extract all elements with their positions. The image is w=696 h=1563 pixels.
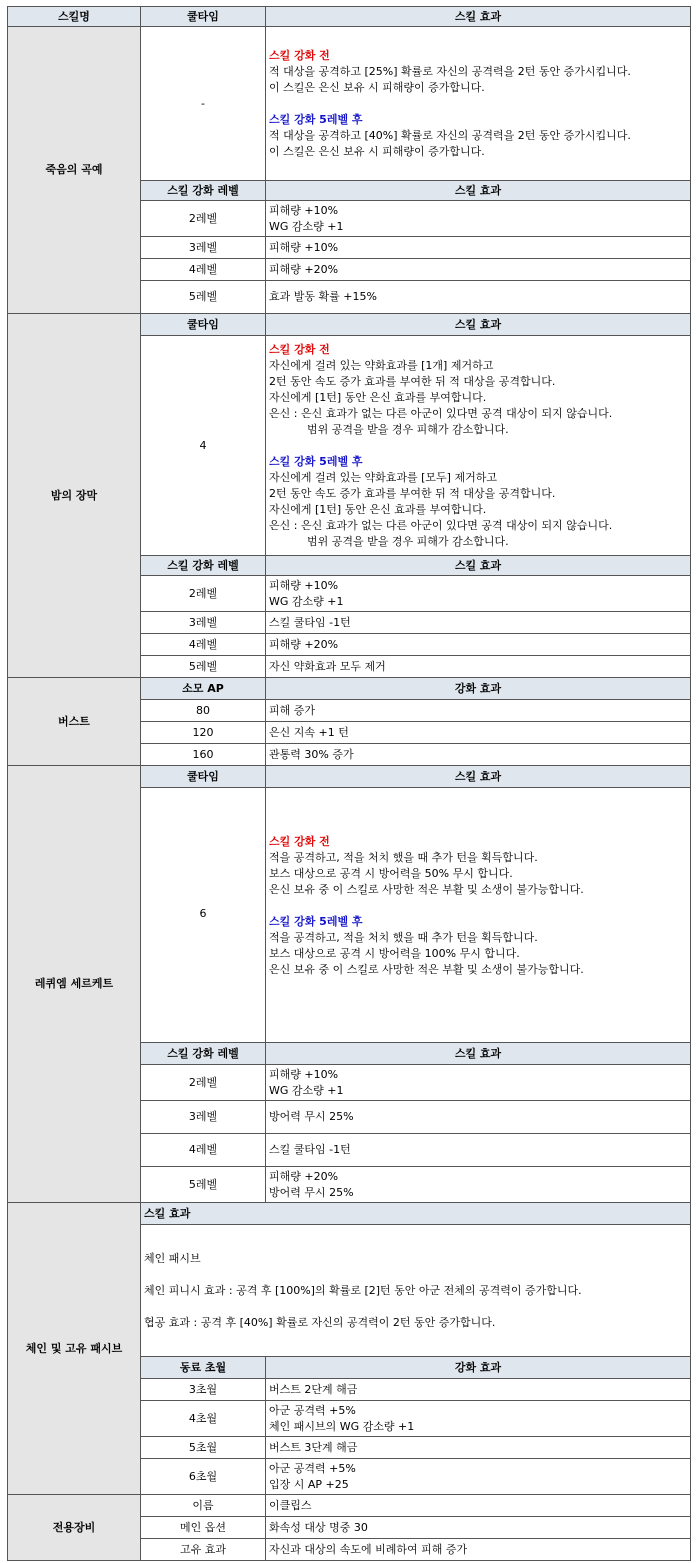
skill1-after-title: 스킬 강화 5레벨 후 — [269, 112, 363, 126]
effect-line: 체인 패시브의 WG 감소량 +1 — [269, 1419, 415, 1433]
skill1-before-line2: 이 스킬은 은신 보유 시 피해량이 증가합니다. — [269, 80, 485, 94]
chain-effect — [141, 1225, 691, 1357]
chain-rank-5-effect: 버스트 3단계 해금 — [266, 1437, 691, 1459]
skill3-name: 레퀴엠 세르케트 — [8, 766, 141, 1203]
skill3-after-line2: 보스 대상으로 공격 시 방어력을 100% 무시 합니다. — [269, 947, 520, 960]
skill1-level-2: 2레벨 — [141, 201, 266, 237]
skill1-effect — [266, 27, 691, 181]
equip-value-unique-effect: 자신과 대상의 속도에 비례하여 피해 증가 — [266, 1539, 691, 1561]
chain-rank-3-effect: 버스트 2단계 해금 — [266, 1379, 691, 1401]
skill3-before-line2: 보스 대상으로 공격 시 방어력을 50% 무시 합니다. — [269, 867, 513, 880]
skill3-before-line1: 적을 공격하고, 적을 처치 했을 때 추가 턴을 획득합니다. — [269, 851, 538, 864]
skill1-level-3: 3레벨 — [141, 237, 266, 259]
burst-name: 버스트 — [8, 678, 141, 766]
skill2-level-effect-header: 스킬 효과 — [266, 556, 691, 576]
skill3-cooldown: 6 — [141, 788, 266, 1043]
burst-ap-120: 120 — [141, 722, 266, 744]
skill2-after-stealth2: 범위 공격을 받을 경우 피해가 감소합니다. — [307, 534, 509, 548]
skill1-after-line2: 이 스킬은 은신 보유 시 피해량이 증가합니다. — [269, 144, 485, 158]
skill3-level-2: 2레벨 — [141, 1065, 266, 1101]
skill3-level-header: 스킬 강화 레벨 — [141, 1043, 266, 1065]
skill1-level-header: 스킬 강화 레벨 — [141, 181, 266, 201]
chain-rank-4: 4초월 — [141, 1401, 266, 1437]
burst-effect-header: 강화 효과 — [266, 678, 691, 700]
skill3-level-4: 4레벨 — [141, 1134, 266, 1167]
skill1-before-line1: 적 대상을 공격하고 [25%] 확률로 자신의 공격력을 2턴 동안 증가시킵니다. — [269, 64, 631, 78]
effect-line: 피해량 +20% — [269, 1169, 339, 1183]
skill2-level-2-effect — [266, 576, 691, 612]
chain-rank-3: 3초월 — [141, 1379, 266, 1401]
skill3-cooldown-header: 쿨타임 — [141, 766, 266, 788]
skill2-level-4-effect: 피해량 +20% — [266, 634, 691, 656]
skill1-level-2-effect — [266, 201, 691, 237]
skill3-after-title: 스킬 강화 5레벨 후 — [269, 915, 363, 928]
skill3-level-2-effect — [266, 1065, 691, 1101]
skill2-cooldown-header: 쿨타임 — [141, 314, 266, 336]
burst-effect-160: 관통력 30% 증가 — [266, 744, 691, 766]
skill2-before-line3: 자신에게 [1턴] 동안 은신 효과를 부여합니다. — [269, 390, 487, 404]
skill1-level-4-effect: 피해량 +20% — [266, 259, 691, 281]
skill2-level-3-effect: 스킬 쿨타임 -1턴 — [266, 612, 691, 634]
skill2-name: 밤의 장막 — [8, 314, 141, 678]
equip-value-main-option: 화속성 대상 명중 30 — [266, 1517, 691, 1539]
chain-rank-6-effect — [266, 1459, 691, 1495]
burst-ap-160: 160 — [141, 744, 266, 766]
skill2-level-header: 스킬 강화 레벨 — [141, 556, 266, 576]
skill2-level-4: 4레벨 — [141, 634, 266, 656]
skill-table — [7, 6, 691, 1561]
skill2-level-5: 5레벨 — [141, 656, 266, 678]
equip-value-name: 이클립스 — [266, 1495, 691, 1517]
burst-ap-80: 80 — [141, 700, 266, 722]
equip-name: 전용장비 — [8, 1495, 141, 1561]
skill2-before-line2: 2턴 동안 속도 증가 효과를 부여한 뒤 적 대상을 공격합니다. — [269, 374, 556, 388]
skill1-cooldown: - — [141, 27, 266, 181]
chain-line1: 체인 패시브 — [144, 1251, 201, 1265]
skill3-level-effect-header: 스킬 효과 — [266, 1043, 691, 1065]
chain-rank-header: 동료 초월 — [141, 1357, 266, 1379]
skill2-level-3: 3레벨 — [141, 612, 266, 634]
skill3-before-line3: 은신 보유 중 이 스킬로 사망한 적은 부활 및 소생이 불가능합니다. — [269, 883, 584, 896]
effect-line: 방어력 무시 25% — [269, 1185, 354, 1199]
skill3-after-line1: 적을 공격하고, 적을 처치 했을 때 추가 턴을 획득합니다. — [269, 931, 538, 944]
skill1-after-line1: 적 대상을 공격하고 [40%] 확률로 자신의 공격력을 2턴 동안 증가시킵니다. — [269, 128, 631, 142]
skill3-level-3: 3레벨 — [141, 1101, 266, 1134]
chain-rank-5: 5초월 — [141, 1437, 266, 1459]
header-cooldown: 쿨타임 — [141, 7, 266, 27]
skill1-level-5-effect: 효과 발동 확률 +15% — [266, 281, 691, 314]
chain-line2: 체인 피니시 효과 : 공격 후 [100%]의 확률로 [2]턴 동안 아군 전체의 공격력이 증가합니다. — [144, 1283, 582, 1297]
skill2-after-title: 스킬 강화 5레벨 후 — [269, 454, 363, 468]
skill3-before-title: 스킬 강화 전 — [269, 835, 330, 848]
skill2-after-line1: 자신에게 걸려 있는 약화효과를 [모두] 제거하고 — [269, 470, 497, 484]
skill2-after-stealth: 은신 : 은신 효과가 없는 다른 아군이 있다면 공격 대상이 되지 않습니다. — [269, 518, 613, 532]
skill2-effect — [266, 336, 691, 556]
chain-rank-4-effect — [266, 1401, 691, 1437]
skill2-effect-header: 스킬 효과 — [266, 314, 691, 336]
chain-rank-6: 6초월 — [141, 1459, 266, 1495]
effect-line: 입장 시 AP +25 — [269, 1477, 349, 1491]
chain-effect-header: 강화 효과 — [266, 1357, 691, 1379]
skill3-level-5-effect — [266, 1167, 691, 1203]
skill2-after-line2: 2턴 동안 속도 증가 효과를 부여한 뒤 적 대상을 공격합니다. — [269, 486, 556, 500]
effect-line: 아군 공격력 +5% — [269, 1403, 356, 1417]
skill2-before-line1: 자신에게 걸려 있는 약화효과를 [1개] 제거하고 — [269, 358, 494, 372]
skill3-effect — [266, 788, 691, 1043]
chain-name: 체인 및 고유 패시브 — [8, 1203, 141, 1495]
chain-line3: 협공 효과 : 공격 후 [40%] 확률로 자신의 공격력이 2턴 동안 증가합니다. — [144, 1315, 496, 1329]
skill1-level-5: 5레벨 — [141, 281, 266, 314]
effect-line: WG 감소량 +1 — [269, 1083, 344, 1097]
effect-line: 피해량 +10% — [269, 203, 339, 217]
skill1-effect-header: 스킬 효과 — [266, 181, 691, 201]
equip-label-main-option: 메인 옵션 — [141, 1517, 266, 1539]
skill2-level-5-effect: 자신 약화효과 모두 제거 — [266, 656, 691, 678]
chain-header: 스킬 효과 — [141, 1203, 691, 1225]
skill2-before-stealth2: 범위 공격을 받을 경우 피해가 감소합니다. — [307, 422, 509, 436]
skill3-level-3-effect: 방어력 무시 25% — [266, 1101, 691, 1134]
burst-ap-header: 소모 AP — [141, 678, 266, 700]
skill2-before-title: 스킬 강화 전 — [269, 342, 330, 356]
skill3-level-5: 5레벨 — [141, 1167, 266, 1203]
skill2-cooldown: 4 — [141, 336, 266, 556]
effect-line: 피해량 +10% — [269, 1067, 339, 1081]
header-skill-name: 스킬명 — [8, 7, 141, 27]
skill1-before-title: 스킬 강화 전 — [269, 48, 330, 62]
skill2-before-stealth: 은신 : 은신 효과가 없는 다른 아군이 있다면 공격 대상이 되지 않습니다. — [269, 406, 613, 420]
burst-effect-80: 피해 증가 — [266, 700, 691, 722]
effect-line: 피해량 +10% — [269, 578, 339, 592]
skill1-level-4: 4레벨 — [141, 259, 266, 281]
skill3-level-4-effect: 스킬 쿨타임 -1턴 — [266, 1134, 691, 1167]
header-skill-effect: 스킬 효과 — [266, 7, 691, 27]
skill3-after-line3: 은신 보유 중 이 스킬로 사망한 적은 부활 및 소생이 불가능합니다. — [269, 963, 584, 976]
skill3-effect-header: 스킬 효과 — [266, 766, 691, 788]
burst-effect-120: 은신 지속 +1 턴 — [266, 722, 691, 744]
skill2-level-2: 2레벨 — [141, 576, 266, 612]
equip-label-name: 이름 — [141, 1495, 266, 1517]
equip-label-unique-effect: 고유 효과 — [141, 1539, 266, 1561]
skill2-after-line3: 자신에게 [1턴] 동안 은신 효과를 부여합니다. — [269, 502, 487, 516]
effect-line: 아군 공격력 +5% — [269, 1461, 356, 1475]
skill1-level-3-effect: 피해량 +10% — [266, 237, 691, 259]
effect-line: WG 감소량 +1 — [269, 219, 344, 233]
skill1-name: 죽음의 곡예 — [8, 27, 141, 314]
effect-line: WG 감소량 +1 — [269, 594, 344, 608]
